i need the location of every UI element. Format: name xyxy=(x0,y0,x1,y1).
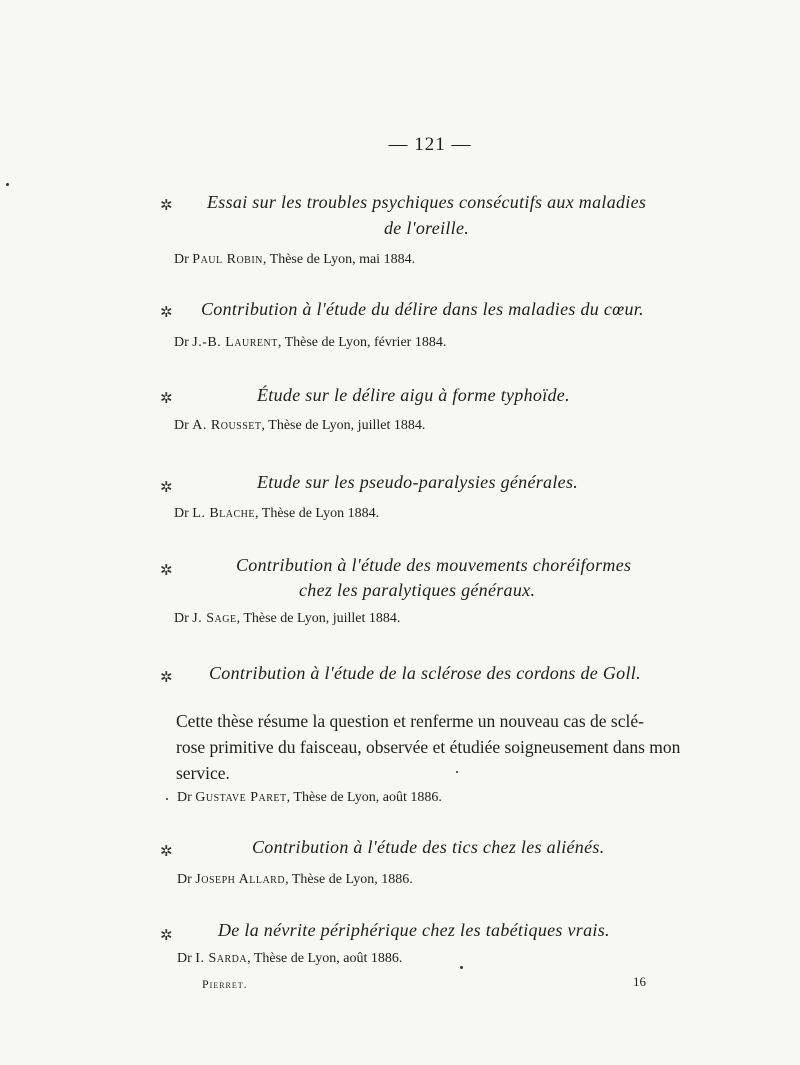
entry-title: Contribution à l'étude des tics chez les aliénés. xyxy=(252,837,605,857)
entry-title: Etude sur les pseudo-paralysies générales. xyxy=(257,472,579,492)
entry-description xyxy=(176,708,716,786)
section-marker: ✲ xyxy=(160,480,173,496)
entry-author: Dr L. Blache, Thèse de Lyon 1884. xyxy=(174,506,380,521)
entry-author: Dr Joseph Allard, Thèse de Lyon, 1886. xyxy=(177,872,413,887)
entry-author: Dr Paul Robin, Thèse de Lyon, mai 1884. xyxy=(174,252,416,267)
entry-title: Contribution à l'étude du délire dans les maladies du cœur. xyxy=(201,299,644,319)
section-marker: ✲ xyxy=(160,198,173,214)
section-marker: ✲ xyxy=(160,563,173,579)
scan-speck xyxy=(6,183,9,186)
entry-title: Contribution à l'étude de la sclérose des cordons de Goll. xyxy=(209,663,641,683)
entry-title-continued: de l'oreille. xyxy=(384,218,470,238)
page-number: — 121 — xyxy=(388,134,472,155)
entry-title: De la névrite périphérique chez les tabétiques vrais. xyxy=(218,920,610,940)
entry-title: Essai sur les troubles psychiques consécutifs aux maladies xyxy=(207,192,647,212)
section-marker: ✲ xyxy=(160,844,173,860)
section-marker: ✲ xyxy=(160,670,173,686)
section-marker: ✲ xyxy=(160,305,173,321)
scan-speck xyxy=(166,798,168,800)
entry-title: Contribution à l'étude des mouvements choréiformes xyxy=(236,555,632,575)
printer-signature: Pierret. xyxy=(202,977,248,991)
scan-speck xyxy=(460,966,463,969)
description-line: service. xyxy=(176,763,230,783)
entry-author: Dr Gustave Paret, Thèse de Lyon, août 1886. xyxy=(177,790,442,805)
section-marker: ✲ xyxy=(160,391,173,407)
entry-author: Dr J.-B. Laurent, Thèse de Lyon, février 1884. xyxy=(174,335,447,350)
scan-speck xyxy=(456,771,458,773)
entry-title-continued: chez les paralytiques généraux. xyxy=(299,580,536,600)
description-line: Cette thèse résume la question et renferme un nouveau cas de sclé- xyxy=(176,711,644,731)
sheet-number: 16 xyxy=(633,974,646,989)
entry-author: Dr I. Sarda, Thèse de Lyon, août 1886. xyxy=(177,951,403,966)
entry-title: Étude sur le délire aigu à forme typhoïde. xyxy=(257,385,570,405)
entry-author: Dr J. Sage, Thèse de Lyon, juillet 1884. xyxy=(174,611,401,626)
entry-author: Dr A. Rousset, Thèse de Lyon, juillet 1884. xyxy=(174,418,426,433)
section-marker: ✲ xyxy=(160,928,173,944)
description-line: rose primitive du faisceau, observée et étudiée soigneusement dans mon xyxy=(176,737,681,757)
